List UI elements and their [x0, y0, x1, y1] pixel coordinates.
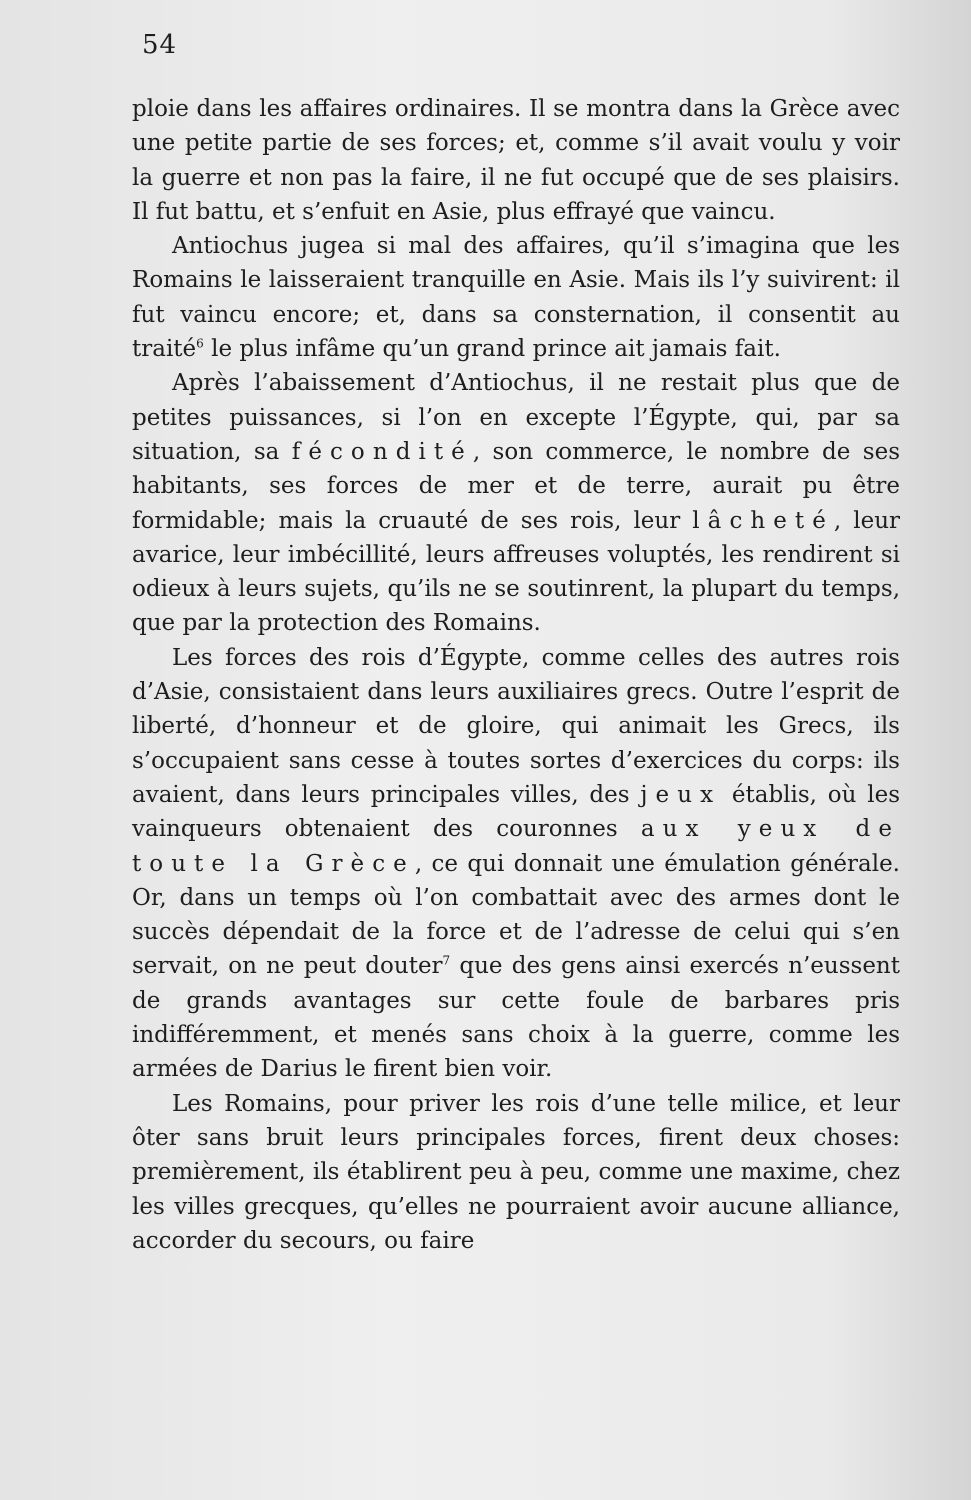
paragraph-4: Les forces des rois d’Égypte, comme celles des autres rois d’Asie, consistaient dans leurs auxiliaires grecs. Outre l’esprit de liberté, d’honneur et de gloire, qui animait les Grecs, ils s’occupaient sans cesse à toutes sortes d’exercices du corps: ils avaient, dans leurs principales villes, des jeux établis, où les vainqueurs obtenaient des couronnes aux yeux de toute la Grèce, ce qui donnait une émulation générale. Or, dans un temps où l’on combattait avec des armes dont le succès dépendait de la force et de l’adresse de celui qui s’en servait, on ne peut douter$^7$ que des gens ainsi exercés n’eussent de grands avantages sur cette foule de barbares pris indifféremment, et menés sans choix à la guerre, comme les armées de Darius le firent bien voir. — [132, 644, 900, 1083]
paragraph-2: Antiochus jugea si mal des affaires, qu’il s’imagina que les Romains le laisseraient tranquille en Asie. Mais ils l’y suivirent: il fut vaincu encore; et, dans sa consternation, il consentit au traité$^6$ le plus infâme qu’un grand prince ait jamais fait. — [132, 233, 900, 363]
body-text — [132, 92, 900, 1258]
page-number: 54 — [142, 30, 178, 60]
paragraph-5: Les Romains, pour priver les rois d’une telle milice, et leur ôter sans bruit leurs principales forces, firent deux choses: premièrement, ils établirent peu à peu, comme une maxime, chez les villes grecques, qu’elles ne pourraient avoir aucune alliance, accorder du secours, ou faire — [132, 1090, 900, 1254]
paragraph-3: Après l’abaissement d’Antiochus, il ne restait plus que de petites puissances, si l’on en excepte l’Égypte, qui, par sa situation, sa fécondité, son commerce, le nombre de ses habitants, ses forces de mer et de terre, aurait pu être formidable; mais la cruauté de ses rois, leur lâcheté, leur avarice, leur imbécillité, leurs affreuses voluptés, les rendirent si odieux à leurs sujets, qu’ils ne se soutinrent, la plupart du temps, que par la protection des Romains. — [132, 370, 900, 637]
emphasis-lachete: lâcheté — [692, 507, 834, 534]
emphasis-grece: aux yeux de toute la Grèce — [132, 816, 900, 877]
emphasis-fecondite: fécondité — [291, 438, 473, 465]
emphasis-jeux: jeux — [640, 781, 722, 808]
footnote-ref-6: 6 — [196, 336, 204, 351]
footnote-ref-7: 7 — [442, 953, 451, 968]
paragraph-1: ploie dans les affaires ordinaires. Il se montra dans la Grèce avec une petite partie de ses forces; et, comme s’il avait voulu y voir la guerre et non pas la faire, il ne fut occupé que de ses plaisirs. Il fut battu, et s’enfuit en Asie, plus effrayé que vaincu. — [132, 96, 900, 225]
